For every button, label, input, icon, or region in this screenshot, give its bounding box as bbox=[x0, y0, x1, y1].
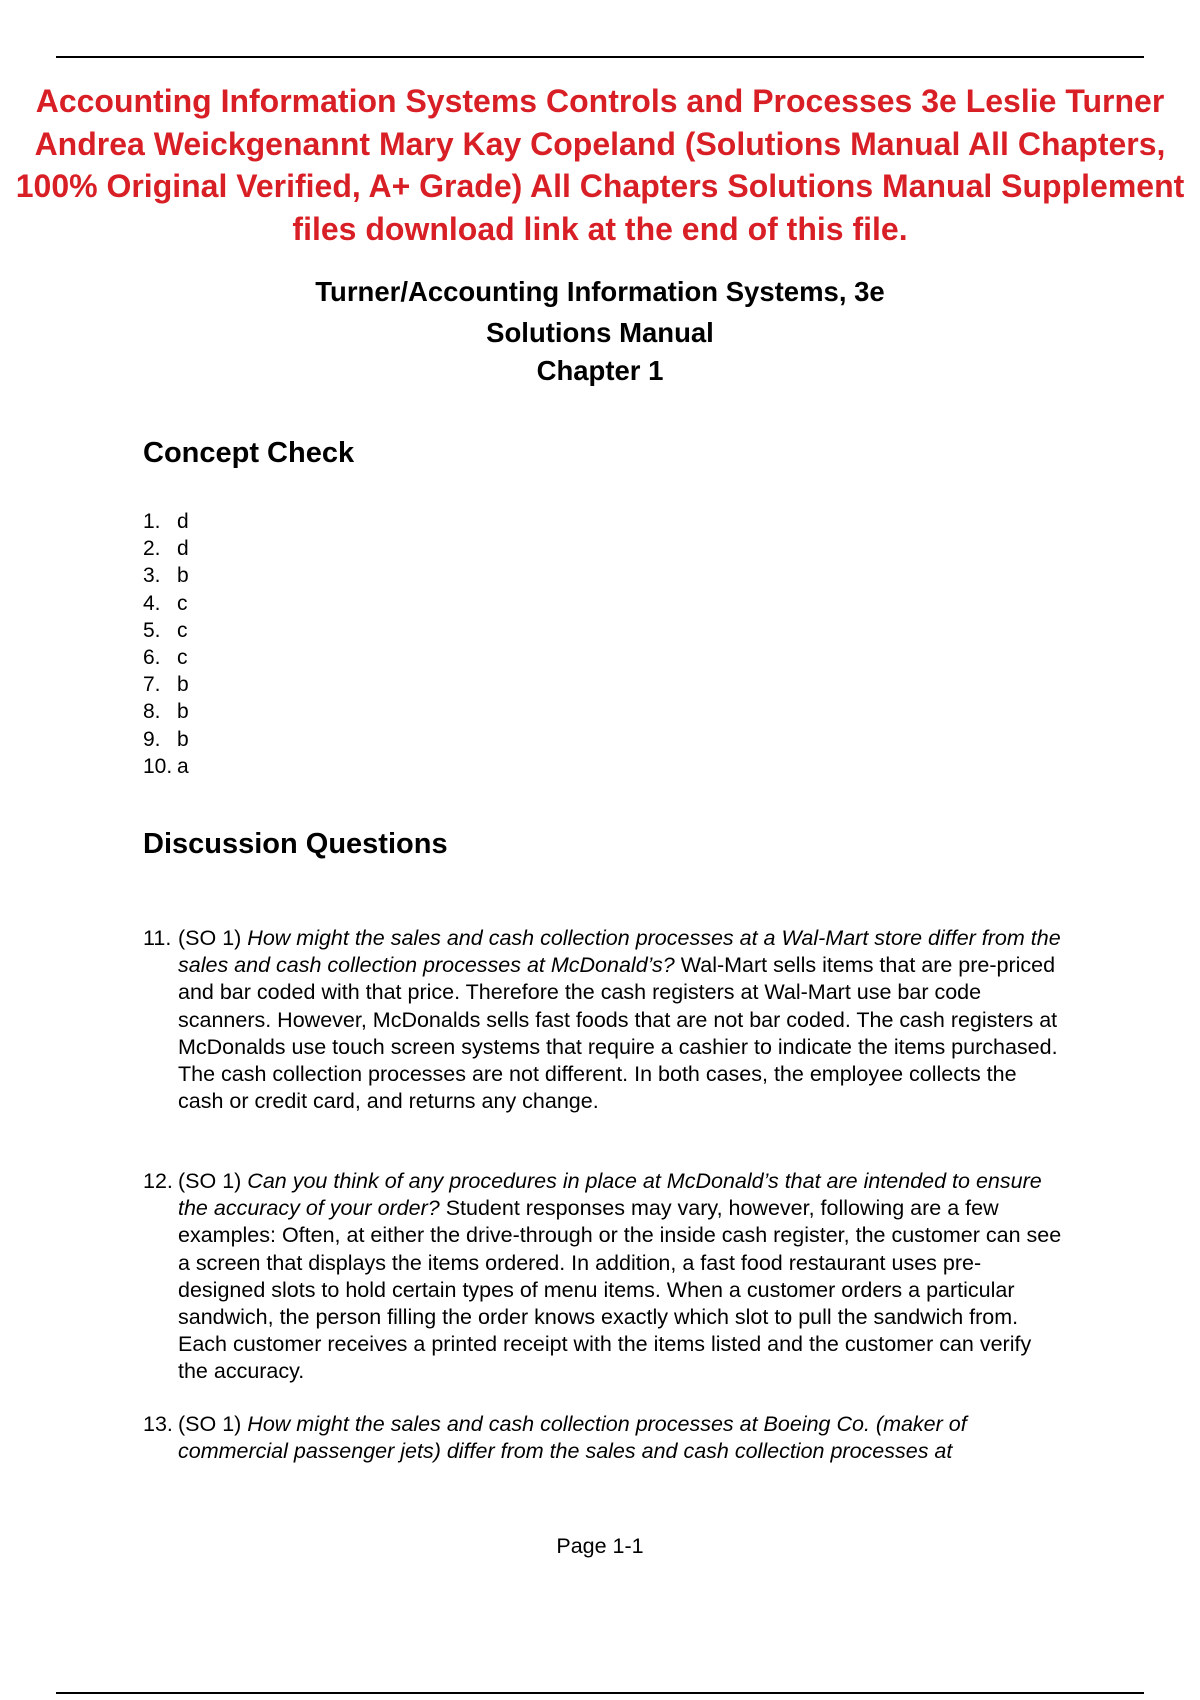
bottom-rule bbox=[56, 1692, 1144, 1694]
answer-letter: c bbox=[177, 618, 188, 642]
answer-letter: c bbox=[177, 645, 188, 669]
answer-text: Wal-Mart sells items that are pre-priced and bar coded with that price. Therefore the cash registers at Wal-Mart use bar code scanners. However, McDonalds sells fast foods that are not bar coded. The cash registers at McDonalds use touch screen systems that require a cashier to indicate the items purchased. The cash collection processes are not different. In both cases, the employee collects the cash or credit card, and returns any change. bbox=[178, 953, 1058, 1114]
answer-number: 4. bbox=[143, 591, 161, 615]
answer-number: 3. bbox=[143, 564, 161, 588]
discussion-question-11 bbox=[143, 925, 1063, 1115]
question-number: 12. bbox=[143, 1169, 173, 1193]
discussion-question-13 bbox=[143, 1411, 1063, 1465]
answer-item bbox=[143, 726, 189, 753]
question-text: Can you think of any procedures in place at McDonald’s that are intended to ensure the accuracy of your order? bbox=[178, 1169, 1042, 1221]
answer-letter: c bbox=[177, 591, 188, 615]
answer-number: 8. bbox=[143, 700, 161, 724]
discussion-question-12 bbox=[143, 1168, 1063, 1386]
answer-item bbox=[143, 617, 189, 644]
answer-number: 9. bbox=[143, 727, 161, 751]
answer-number: 6. bbox=[143, 645, 161, 669]
concept-check-heading: Concept Check bbox=[143, 437, 355, 469]
answer-letter: b bbox=[177, 564, 189, 588]
study-objective-ref: (SO 1) bbox=[178, 1169, 248, 1193]
top-rule bbox=[56, 56, 1144, 58]
answer-letter: a bbox=[177, 754, 189, 778]
answer-item bbox=[143, 535, 189, 562]
answer-number: 7. bbox=[143, 673, 161, 697]
question-body bbox=[178, 1168, 1063, 1386]
answer-letter: b bbox=[177, 673, 189, 697]
answer-text: Student responses may vary, however, following are a few examples: Often, at either the drive-through or the inside cash register, the customer can see a screen that displays the items ordered. In addition, a fast food restaurant uses pre-designed slots to hold certain types of menu items. When a customer orders a particular sandwich, the person filling the order knows exactly which slot to pull the sandwich from. Each customer receives a printed receipt with the items listed and the customer can verify the accuracy. bbox=[178, 1196, 1062, 1384]
question-number: 13. bbox=[143, 1412, 173, 1436]
answer-number: 5. bbox=[143, 618, 161, 642]
question-body bbox=[178, 1411, 1063, 1465]
answer-item bbox=[143, 508, 189, 535]
answer-item bbox=[143, 590, 189, 617]
answer-number: 1. bbox=[143, 510, 161, 533]
study-objective-ref: (SO 1) bbox=[178, 1412, 248, 1436]
discussion-questions-heading: Discussion Questions bbox=[143, 828, 448, 860]
answer-number: 10. bbox=[143, 754, 173, 778]
answer-item bbox=[143, 644, 189, 671]
answer-letter: b bbox=[177, 700, 189, 724]
concept-check-answer-list bbox=[143, 508, 189, 780]
answer-letter: b bbox=[177, 727, 189, 751]
question-body bbox=[178, 925, 1063, 1115]
answer-item bbox=[143, 562, 189, 589]
question-text: How might the sales and cash collection processes at a Wal-Mart store differ from the sales and cash collection processes at McDonald’s? bbox=[178, 926, 1061, 978]
answer-item bbox=[143, 698, 189, 725]
answer-letter: d bbox=[177, 537, 189, 561]
study-objective-ref: (SO 1) bbox=[178, 926, 248, 950]
answer-number: 2. bbox=[143, 537, 161, 561]
answer-letter: d bbox=[177, 510, 189, 533]
document-header-subtitle: Solutions Manual bbox=[486, 317, 714, 348]
answer-item bbox=[143, 671, 189, 698]
promo-banner-text: Accounting Information Systems Controls and Processes 3e Leslie Turner Andrea Weickgenannt Mary Kay Copeland (Solutions Manual All Chapters, 100% Original Verified, A+ Grade) All Chapters Solutions Manual Supplement files download link at the end of this file. bbox=[15, 83, 1185, 247]
chapter-heading: Chapter 1 bbox=[536, 355, 664, 386]
page-number: Page 1-1 bbox=[556, 1534, 644, 1558]
document-header-title: Turner/Accounting Information Systems, 3e bbox=[315, 276, 885, 307]
question-text: How might the sales and cash collection processes at Boeing Co. (maker of commercial passenger jets) differ from the sales and cash collection processes at bbox=[178, 1412, 967, 1464]
question-number: 11. bbox=[143, 926, 172, 950]
answer-item bbox=[143, 753, 189, 780]
